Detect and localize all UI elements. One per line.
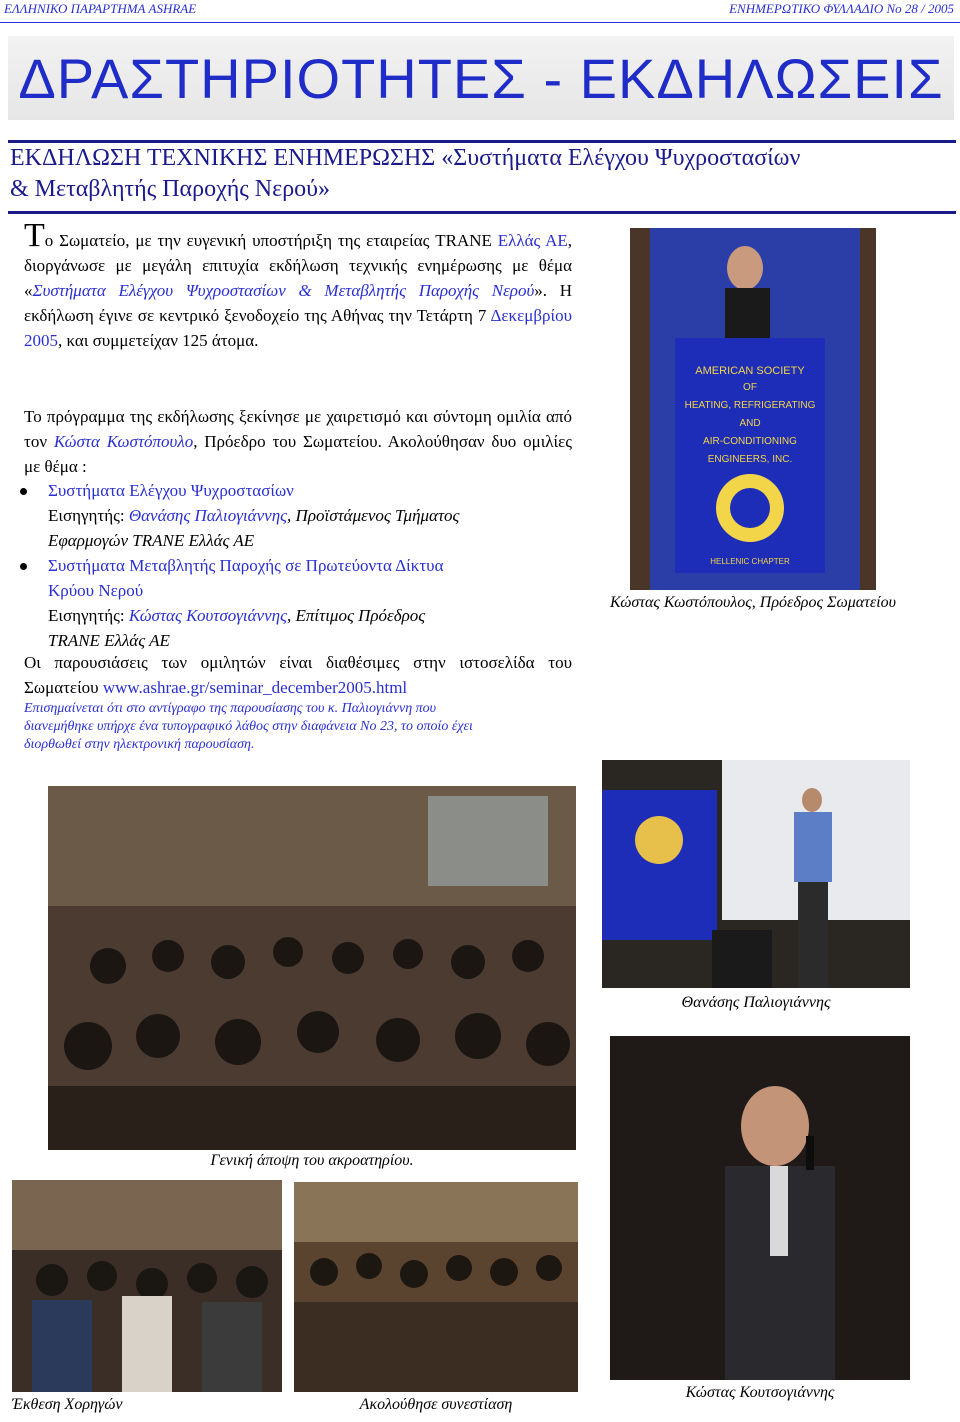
caption-koutsogiannis: Κώστας Κουτσογιάννης [685, 1384, 835, 1401]
intro-text-3: τεχνικής ενημέρωσης με θέμα « [24, 256, 572, 300]
note-line-3: διορθωθεί στην ηλεκτρονική παρουσίαση. [24, 737, 255, 752]
event-heading [8, 140, 956, 214]
photo-audience-image [48, 786, 576, 1150]
caption-audience: Γενική άποψη του ακροατηρίου. [210, 1152, 414, 1169]
intro-text-5: έγινε σε κεντρικό ξενοδοχείο της Αθήνας την Τετάρτη 7 [98, 306, 487, 325]
running-header [0, 0, 960, 18]
talk-role: , Επίτιμος Πρόεδρος [286, 606, 426, 625]
bullet-icon [20, 563, 27, 570]
talk-item [8, 553, 572, 653]
talk-title: Συστήματα Μεταβλητής Παροχής σε Πρωτεύοντα Δίκτυα [48, 556, 444, 575]
talk-role: , Προϊστάμενος Τμήματος [287, 506, 460, 525]
banner-line-2: OF [743, 382, 757, 393]
caption-president: Κώστας Κωστόπουλος, Πρόεδρος Σωματείου [610, 594, 896, 611]
talk-title-2: Κρύου Νερού [48, 581, 144, 600]
header-right: ΕΝΗΜΕΡΩΤΙΚΟ ΦΥΛΛΑΔΙΟ Νο 28 / 2005 [729, 1, 954, 16]
availability-paragraph [24, 650, 572, 700]
photo-audience [48, 786, 576, 1150]
program-text-4: Σωματείου. Ακολούθησαν δυο ομιλίες με θέμα : [24, 432, 572, 476]
talk-item [8, 478, 572, 553]
banner-line-5: AIR-CONDITIONING [703, 436, 797, 447]
intro-topic-2: Ψυχροστασίων & Μεταβλητής Παροχής Νερού [185, 281, 535, 300]
talk-speaker-line [48, 603, 572, 628]
intro-trane: TRANE [435, 231, 498, 250]
program-president: Κώστα Κωστόπουλο [53, 432, 194, 451]
talks-list [8, 478, 572, 653]
availability-text-2: του Σωματείου [24, 653, 572, 697]
photo-koutsogiannis [610, 1036, 910, 1380]
banner-line-1: AMERICAN SOCIETY [695, 365, 805, 377]
program-text-1: Το πρόγραμμα της εκδήλωσης ξεκίνησε με χαιρετισμό και [24, 407, 428, 426]
photo-paliogiannis-image [602, 760, 910, 988]
note-line-2: διανεμήθηκε υπήρχε ένα τυπογραφικό λάθος στην διαφάνεια Νο 23, το οποίο έχει [24, 719, 473, 734]
intro-dropcap: Τ [24, 217, 45, 254]
banner-line-6: ENGINEERS, INC. [707, 454, 793, 465]
banner-line-4: AND [739, 418, 761, 429]
intro-text-1: ο Σωματείο, με την ευγενική υποστήριξη της εταιρείας [44, 231, 430, 250]
presentations-link[interactable]: www.ashrae.gr/seminar_december2005.html [102, 678, 408, 697]
program-paragraph [24, 404, 572, 479]
header-left: ΕΛΛΗΝΙΚΟ ΠΑΡΑΡΤΗΜΑ ASHRAE [4, 1, 197, 16]
intro-company: Ελλάς ΑΕ [497, 231, 568, 250]
availability-text-1: Οι παρουσιάσεις των ομιλητών είναι διαθέσιμες στην ιστοσελίδα [24, 653, 535, 672]
header-rule [0, 22, 960, 23]
banner-line-3: HEATING, REFRIGERATING [684, 400, 816, 411]
event-title-line2: & Μεταβλητής Παροχής Νερού» [10, 176, 331, 202]
caption-reception: Ακολούθησε συνεστίαση [359, 1396, 513, 1413]
caption-sponsors: Έκθεση Χορηγών [12, 1396, 123, 1413]
talk-speaker-line [48, 503, 572, 528]
intro-topic-1: Συστήματα Ελέγχου [32, 281, 174, 300]
note-line-1: Επισημαίνεται ότι στο αντίγραφο της παρουσίασης του κ. Παλιογιάννη που [24, 701, 437, 716]
intro-text-6: , και συμμετείχαν 125 άτομα. [58, 331, 259, 350]
caption-paliogiannis: Θανάσης Παλιογιάννης [681, 994, 831, 1011]
photo-koutsogiannis-image [610, 1036, 910, 1380]
intro-date: Δεκεμβρίου 2005 [24, 306, 572, 350]
photo-sponsors [12, 1180, 282, 1392]
photo-reception [294, 1182, 578, 1392]
photo-reception-image [294, 1182, 578, 1392]
talk-speaker: Θανάσης Παλιογιάννης [128, 506, 288, 525]
intro-paragraph [24, 217, 573, 353]
section-title: ΔΡΑΣΤΗΡΙΟΤΗΤΕΣ - ΕΚΔΗΛΩΣΕΙΣ [18, 46, 944, 110]
program-text-3: , Πρόεδρο του [193, 432, 297, 451]
photo-sponsors-image [12, 1180, 282, 1392]
intro-text-4: ». Η εκδήλωση [24, 281, 573, 325]
event-title-line1: ΕΚΔΗΛΩΣΗ ΤΕΧΝΙΚΗΣ ΕΝΗΜΕΡΩΣΗΣ «Συστήματα Ελέγχου Ψυχροστασίων [10, 145, 801, 171]
photo-president-image [630, 228, 876, 590]
bullet-icon [20, 488, 27, 495]
program-text-2: σύντομη ομιλία από τον [24, 407, 572, 451]
talk-speaker: Κώστας Κουτσογιάννης [128, 606, 287, 625]
erratum-note [24, 700, 572, 754]
talk-speaker-label: Εισηγητής: [48, 506, 129, 525]
banner-line-7: HELLENIC CHAPTER [710, 557, 790, 566]
talk-role-2: TRANE Ελλάς ΑΕ [48, 631, 170, 650]
photo-president [630, 228, 876, 590]
section-title-band [8, 36, 954, 120]
photo-paliogiannis [602, 760, 910, 988]
talk-role-2: Εφαρμογών TRANE Ελλάς ΑΕ [48, 531, 255, 550]
talk-title: Συστήματα Ελέγχου Ψυχροστασίων [48, 481, 294, 500]
intro-text-2: , διοργάνωσε με μεγάλη επιτυχία εκδήλωση [24, 231, 573, 275]
talk-speaker-label: Εισηγητής: [48, 606, 129, 625]
